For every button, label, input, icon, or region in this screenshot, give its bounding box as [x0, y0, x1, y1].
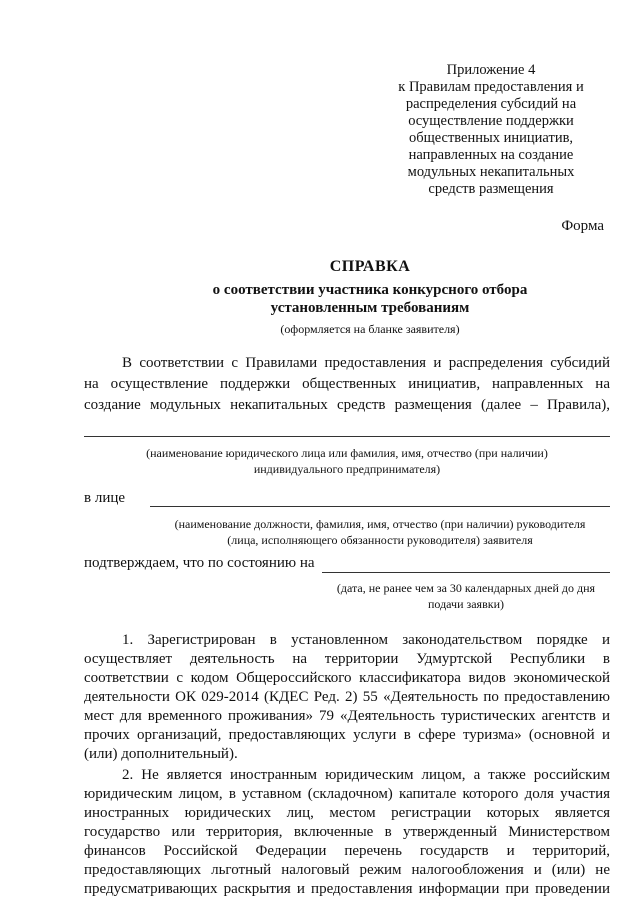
representative-blank: [150, 506, 610, 507]
intro-line: создание модульных некапитальных средств размещения (далее – Правила),: [84, 397, 610, 413]
date-caption-line2: подачи заявки): [428, 597, 504, 611]
applicant-caption-line1: (наименование юридического лица или фамилия, имя, отчество (при наличии): [146, 446, 548, 460]
document-title: СПРАВКА: [329, 258, 411, 275]
item2-line: иностранных юридических лиц, местом регистрации которых является: [84, 805, 610, 821]
appendix-line: к Правилам предоставления и: [398, 79, 584, 95]
appendix-line: Приложение 4: [446, 62, 536, 78]
appendix-line: направленных на создание: [408, 147, 574, 163]
item1-line: деятельности ОК 029-2014 (КДЕС Ред. 2) 55 «Деятельность по предоставлению: [84, 689, 610, 705]
date-caption-line1: (дата, не ранее чем за 30 календарных дней до дня: [336, 581, 596, 595]
form-note: (оформляется на бланке заявителя): [280, 322, 460, 336]
item1-line: осуществляет деятельность на территории Удмуртской Республики в: [84, 651, 610, 667]
appendix-header: [372, 62, 610, 198]
item1-line: 1. Зарегистрирован в установленном законодательством порядке и: [122, 632, 610, 648]
document-subtitle-line2: установленным требованиям: [270, 300, 470, 316]
representative-caption-line1: (наименование должности, фамилия, имя, отчество (при наличии) руководителя: [174, 517, 586, 531]
item2-line: государство или территория, включенные в утвержденный Министерством: [84, 824, 610, 840]
item2-line: финансов Российской Федерации перечень государств и территорий,: [84, 843, 610, 859]
date-blank: [322, 572, 610, 573]
representative-caption: [150, 516, 610, 548]
document-subtitle-line1: о соответствии участника конкурсного отбора: [212, 282, 528, 298]
appendix-line: распределения субсидий на: [405, 96, 577, 112]
item1-line: соответствии с кодом Общероссийского классификатора видов экономической: [84, 670, 610, 686]
item1-line: прочих организаций, предоставляющих услуги в сфере туризма» (основной и: [84, 727, 610, 743]
item2-line: юридическим лицом, в уставном (складочном) капитале которого доля участия: [84, 786, 610, 802]
appendix-line: модульных некапитальных: [407, 164, 575, 180]
item1-line: мест для временного проживания» 79 «Деятельность туристических агентств и: [84, 708, 610, 724]
intro-line: В соответствии с Правилами предоставления и распределения субсидий: [122, 355, 610, 371]
representative-caption-line2: (лица, исполняющего обязанности руководителя) заявителя: [227, 533, 533, 547]
form-label: Форма: [561, 218, 604, 234]
item2-line: предоставляющих льготный налоговый режим налогообложения и (или) не: [84, 862, 610, 878]
item2-line: предусматривающих раскрытия и предоставления информации при проведении: [84, 881, 610, 897]
applicant-caption: [84, 445, 610, 477]
intro-line: на осуществление поддержки общественных инициатив, направленных на: [84, 376, 610, 392]
represented-label: в лице: [84, 490, 126, 506]
appendix-line: общественных инициатив,: [408, 130, 574, 146]
item1-line: (или) дополнительный).: [84, 746, 238, 762]
item2-line: 2. Не является иностранным юридическим лицом, а также российским: [122, 767, 610, 783]
date-caption: [322, 580, 610, 612]
appendix-line: осуществление поддержки: [408, 113, 574, 129]
confirm-label: подтверждаем, что по состоянию на: [84, 555, 315, 571]
applicant-name-blank: [84, 436, 610, 437]
applicant-caption-line2: индивидуального предпринимателя): [253, 462, 441, 476]
appendix-line: средств размещения: [428, 181, 554, 197]
